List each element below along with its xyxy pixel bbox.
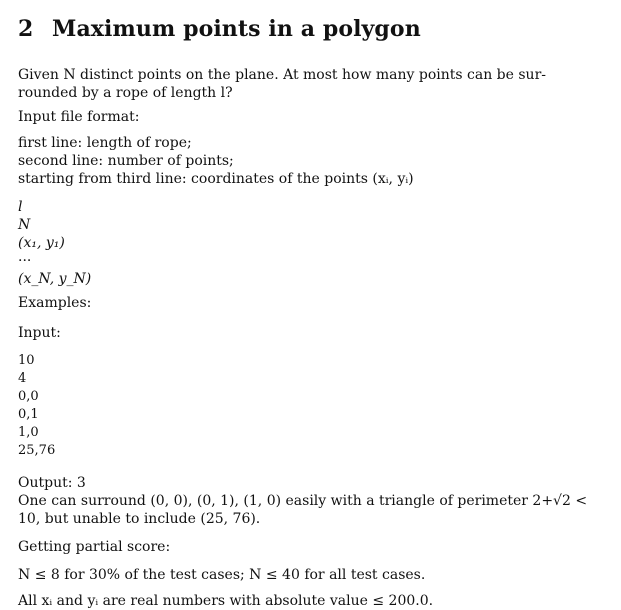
output-block — [18, 474, 608, 528]
output-explanation-2: 10, but unable to include (25, 76). — [18, 511, 261, 527]
example-input-line: 0,1 — [18, 407, 39, 422]
example-input-line: 4 — [18, 371, 27, 386]
example-input-line: 0,0 — [18, 389, 39, 404]
format-symbol-l: l — [18, 199, 23, 215]
format-symbols — [18, 198, 608, 288]
example-input-block — [18, 352, 608, 460]
partial-score-rule: N ≤ 8 for 30% of the test cases; N ≤ 40 for all test cases. — [18, 567, 426, 583]
format-symbol-n: N — [18, 217, 31, 233]
section-title: Maximum points in a polygon — [52, 16, 421, 42]
intro-line-2: rounded by a rope of length l? — [18, 85, 233, 101]
partial-score-label: Getting partial score: — [18, 539, 171, 555]
example-input-line: 1,0 — [18, 425, 39, 440]
intro-line-1: Given N distinct points on the plane. At most how many points can be sur- — [18, 67, 546, 83]
format-symbol-ellipsis: ··· — [18, 253, 32, 269]
output-value: Output: 3 — [18, 475, 86, 491]
output-explanation-1: One can surround (0, 0), (0, 1), (1, 0) easily with a triangle of perimeter 2+√2 < — [18, 493, 588, 509]
format-line: starting from third line: coordinates of the points (xᵢ, yᵢ) — [18, 171, 414, 187]
input-label: Input: — [18, 325, 61, 341]
format-line: second line: number of points; — [18, 153, 234, 169]
format-symbol-last-point: (x_N, y_N) — [18, 271, 92, 287]
example-input-line: 25,76 — [18, 443, 56, 458]
format-symbol-first-point: (x₁, y₁) — [18, 235, 65, 251]
problem-page — [18, 14, 608, 610]
intro-paragraph — [18, 66, 608, 102]
section-heading — [18, 14, 608, 44]
format-line: first line: length of rope; — [18, 135, 192, 151]
examples-label: Examples: — [18, 295, 92, 311]
input-format-label: Input file format: — [18, 109, 140, 125]
input-format-lines — [18, 134, 608, 188]
example-input-line: 10 — [18, 353, 35, 368]
section-number: 2 — [18, 16, 34, 42]
constraint-text: All xᵢ and yᵢ are real numbers with absolute value ≤ 200.0. — [18, 593, 434, 609]
